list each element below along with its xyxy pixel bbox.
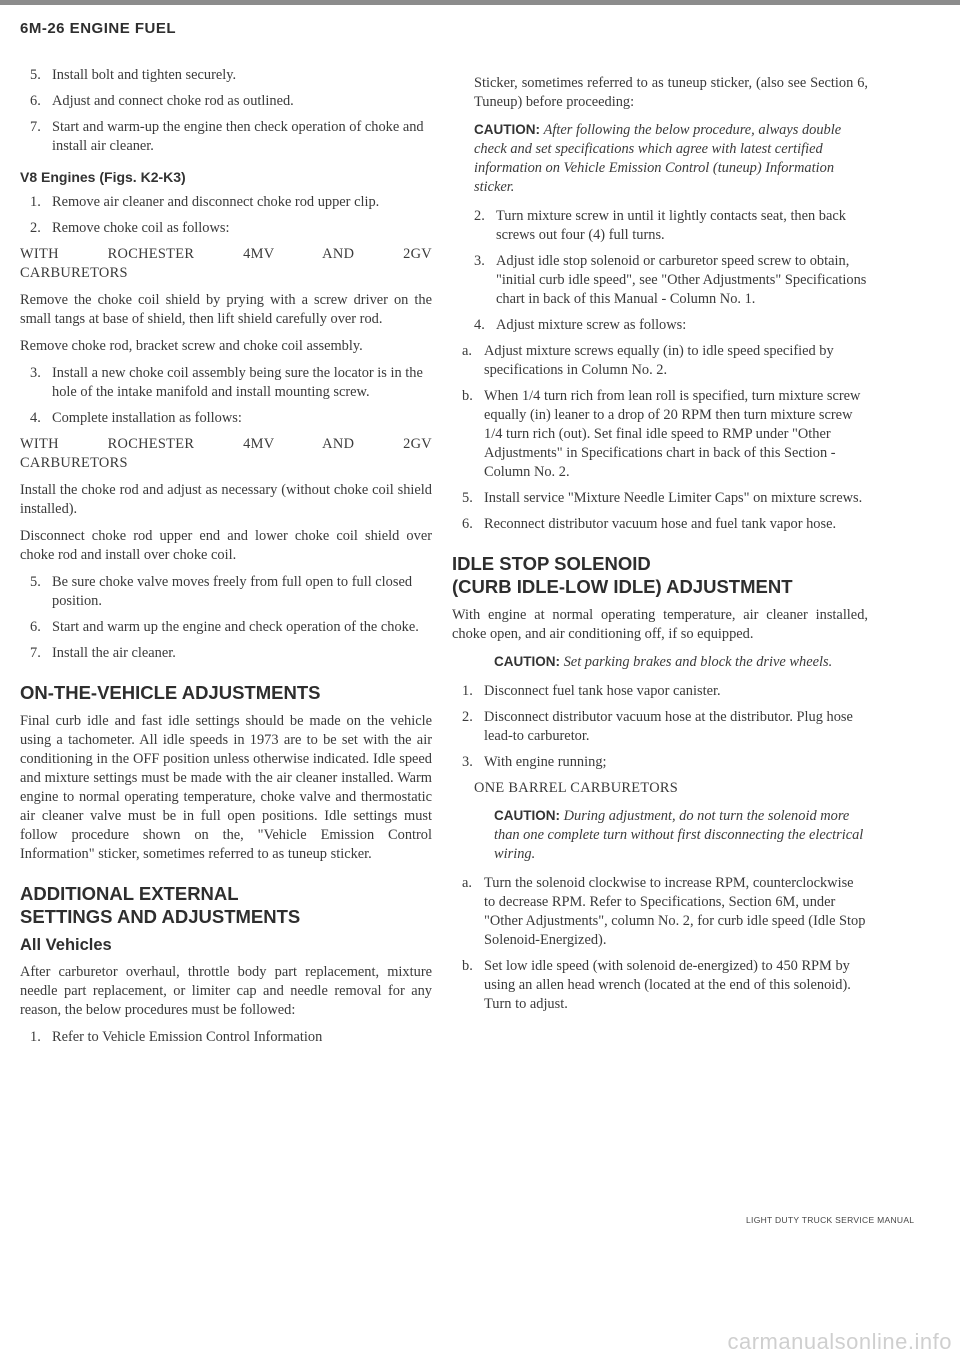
caution-label: CAUTION: xyxy=(474,122,540,137)
item-number: b. xyxy=(462,958,473,974)
paragraph: Remove choke rod, bracket screw and choke coil assembly. xyxy=(20,338,363,354)
item-number: 1. xyxy=(462,683,473,699)
steps-group-a xyxy=(20,66,432,156)
list-item xyxy=(30,92,432,111)
item-text: Disconnect distributor vacuum hose at the distributor. Plug hose lead-to carburetor. xyxy=(484,709,853,744)
list-item xyxy=(474,252,868,309)
item-number: 5. xyxy=(462,490,473,506)
item-text: Install a new choke coil assembly being sure the locator is in the hole of the intake manifold and install mounting screw. xyxy=(52,365,423,400)
item-text: Remove air cleaner and disconnect choke rod upper clip. xyxy=(52,194,380,210)
list-item xyxy=(462,753,868,772)
item-text: With engine running; xyxy=(484,754,607,770)
carburetor-subheading: WITH ROCHESTER 4MV AND 2GV CARBURETORS xyxy=(20,246,432,281)
item-number: 5. xyxy=(30,67,41,83)
item-text: Turn the solenoid clockwise to increase RPM, counterclockwise to decrease RPM. Refer to Specifications, Section 6M, under "Other Adjustments", column No. 2, for curb idle speed (Idle Stop Solenoid-Energized). xyxy=(484,875,866,948)
paragraph: Disconnect choke rod upper end and lower choke coil shield over choke rod and install over choke coil. xyxy=(20,528,432,563)
top-rule xyxy=(0,0,960,5)
item-number: 2. xyxy=(474,208,485,224)
item-text: Remove choke coil as follows: xyxy=(52,220,230,236)
list-item xyxy=(30,66,432,85)
steps-group-d xyxy=(20,573,432,663)
left-column xyxy=(20,66,432,1054)
caution-text: During adjustment, do not turn the solenoid more than one complete turn without first disconnecting the electrical wiring. xyxy=(494,808,864,862)
idle-heading-line2: (CURB IDLE-LOW IDLE) ADJUSTMENT xyxy=(452,576,793,597)
on-vehicle-heading: ON-THE-VEHICLE ADJUSTMENTS xyxy=(20,682,321,703)
item-number: 1. xyxy=(30,194,41,210)
list-item xyxy=(30,193,432,212)
list-item xyxy=(30,573,432,611)
item-text: Adjust mixture screws equally (in) to idle speed specified by specifications in Column No. 2. xyxy=(484,343,834,378)
carburetor-subheading: WITH ROCHESTER 4MV AND 2GV CARBURETORS xyxy=(20,436,432,471)
steps-group-b xyxy=(452,342,868,482)
caution-label: CAUTION: xyxy=(494,654,560,669)
item-text: Install the air cleaner. xyxy=(52,645,176,661)
idle-heading-line1: IDLE STOP SOLENOID xyxy=(452,553,651,574)
item-number: 3. xyxy=(474,253,485,269)
item-number: 6. xyxy=(30,93,41,109)
list-item xyxy=(30,409,432,428)
item-number: b. xyxy=(462,388,473,404)
list-item xyxy=(474,316,868,335)
item-text: Start and warm up the engine and check operation of the choke. xyxy=(52,619,419,635)
steps-group-d xyxy=(452,682,868,772)
one-barrel-subheading: ONE BARREL CARBURETORS xyxy=(474,780,679,796)
additional-heading-line1: ADDITIONAL EXTERNAL xyxy=(20,883,239,904)
item-text: Disconnect fuel tank hose vapor canister. xyxy=(484,683,721,699)
item-text: Install service "Mixture Needle Limiter Caps" on mixture screws. xyxy=(484,490,863,506)
item-number: 2. xyxy=(462,709,473,725)
caution-note xyxy=(452,652,868,672)
item-number: 6. xyxy=(462,516,473,532)
item-text: When 1/4 turn rich from lean roll is specified, turn mixture screw equally (in) leaner to a drop of 20 RPM then turn mixture screw 1/4 turn rich (out). Set final idle speed to RMP under "Other Adjustments" in Specifications chart in back of this Section - Column No. 2. xyxy=(484,388,861,480)
list-item xyxy=(30,618,432,637)
page-footer: LIGHT DUTY TRUCK SERVICE MANUAL xyxy=(746,1215,915,1225)
page-header: 6M-26 ENGINE FUEL xyxy=(20,20,177,37)
item-text: Adjust and connect choke rod as outlined. xyxy=(52,93,294,109)
paragraph-continued: Sticker, sometimes referred to as tuneup sticker, (also see Section 6, Tuneup) before proceeding: xyxy=(474,75,868,110)
list-item xyxy=(462,708,868,746)
item-text: Install bolt and tighten securely. xyxy=(52,67,237,83)
item-number: 6. xyxy=(30,619,41,635)
list-item xyxy=(30,364,432,402)
item-number: 2. xyxy=(30,220,41,236)
item-text: Be sure choke valve moves freely from full open to full closed position. xyxy=(52,574,413,609)
list-item xyxy=(462,489,868,508)
list-item xyxy=(474,207,868,245)
list-item xyxy=(462,874,868,950)
item-number: 1. xyxy=(30,1029,41,1045)
caution-note xyxy=(452,120,868,197)
item-number: 5. xyxy=(30,574,41,590)
v8-heading: V8 Engines (Figs. K2-K3) xyxy=(20,169,186,185)
steps-group-e xyxy=(452,874,868,1014)
item-text: Reconnect distributor vacuum hose and fuel tank vapor hose. xyxy=(484,516,837,532)
item-text: Adjust idle stop solenoid or carburetor speed screw to obtain, "initial curb idle speed", see "Other Adjustments" Specifications chart in back of this Manual - Column No. 1. xyxy=(496,253,867,307)
item-text: Turn mixture screw in until it lightly contacts seat, then back screws out four (4) full turns. xyxy=(496,208,846,243)
list-item xyxy=(462,515,868,534)
item-number: 7. xyxy=(30,119,41,135)
steps-group-c xyxy=(452,489,868,534)
item-text: Refer to Vehicle Emission Control Information xyxy=(52,1029,323,1045)
all-vehicles-heading: All Vehicles xyxy=(20,936,112,954)
list-item xyxy=(462,957,868,1014)
item-number: a. xyxy=(462,875,472,891)
item-number: 3. xyxy=(30,365,41,381)
item-text: Adjust mixture screw as follows: xyxy=(496,317,687,333)
list-item xyxy=(30,1028,432,1047)
list-item xyxy=(462,682,868,701)
item-number: 4. xyxy=(474,317,485,333)
paragraph: After carburetor overhaul, throttle body part replacement, mixture needle part replacement, or limiter cap and needle removal for any reason, the below procedures must be followed: xyxy=(20,964,432,1018)
additional-heading-line2: SETTINGS AND ADJUSTMENTS xyxy=(20,906,301,927)
paragraph: Final curb idle and fast idle settings should be made on the vehicle using a tachometer. All idle speeds in 1973 are to be set with the air conditioning in the OFF position unless otherwise indicated. Idle speed and mixture settings must be made with the air cleaner installed. Warm engine to normal operating temperature, choke valve and thermostatic air cleaner valve must be in full open positions. Idle settings must follow procedure shown on the, "Vehicle Emission Control Information" sticker, sometimes referred to as tuneup sticker. xyxy=(20,713,432,862)
item-number: a. xyxy=(462,343,472,359)
right-column xyxy=(452,74,868,1021)
paragraph: With engine at normal operating temperature, air cleaner installed, choke open, and air conditioning off, if so equipped. xyxy=(452,607,868,642)
steps-group-b xyxy=(20,193,432,238)
list-item xyxy=(30,644,432,663)
list-item xyxy=(462,387,868,482)
list-item xyxy=(462,342,868,380)
caution-label: CAUTION: xyxy=(494,808,560,823)
item-text: Start and warm-up the engine then check operation of choke and install air cleaner. xyxy=(52,119,424,154)
steps-group-e xyxy=(20,1028,432,1047)
item-number: 7. xyxy=(30,645,41,661)
list-item xyxy=(30,118,432,156)
caution-text: Set parking brakes and block the drive wheels. xyxy=(563,654,833,670)
item-text: Set low idle speed (with solenoid de-energized) to 450 RPM by using an allen head wrench (located at the end of this solenoid). Turn to adjust. xyxy=(484,958,851,1012)
item-number: 3. xyxy=(462,754,473,770)
steps-group-a xyxy=(452,207,868,335)
paragraph: Remove the choke coil shield by prying with a screw driver on the small tangs at base of shield, then lift shield carefully over rod. xyxy=(20,292,432,327)
item-number: 4. xyxy=(30,410,41,426)
caution-text: After following the below procedure, always double check and set specifications which agree with latest certified information on Vehicle Emission Control (tuneup) Information sticker. xyxy=(474,122,842,195)
item-text: Complete installation as follows: xyxy=(52,410,242,426)
caution-note xyxy=(452,806,868,864)
steps-group-c xyxy=(20,364,432,428)
list-item xyxy=(30,219,432,238)
watermark: carmanualsonline.info xyxy=(727,1329,952,1354)
paragraph: Install the choke rod and adjust as necessary (without choke coil shield installed). xyxy=(20,482,432,517)
